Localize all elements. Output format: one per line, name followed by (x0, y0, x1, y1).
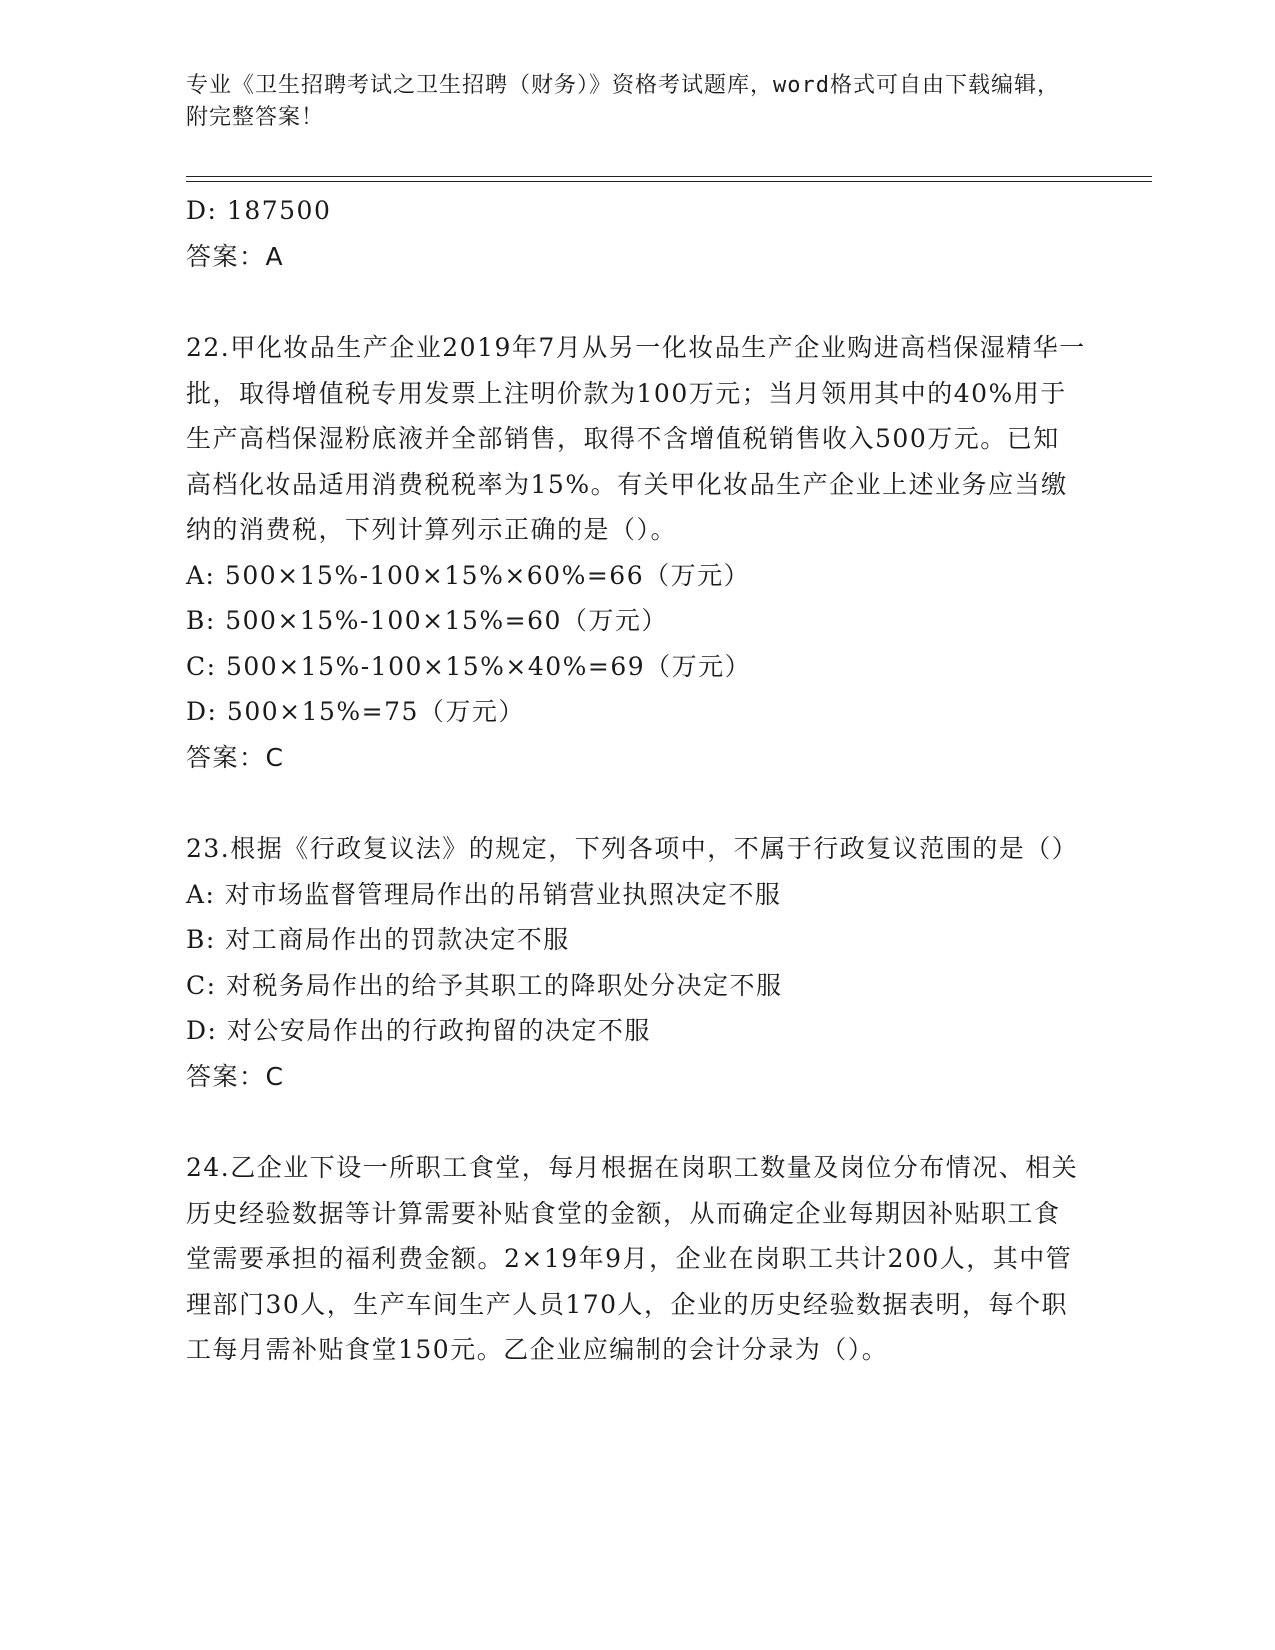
answer: 答案：C (186, 1061, 285, 1091)
question-stem: 23.根据《行政复议法》的规定，下列各项中，不属于行政复议范围的是（） (186, 834, 1079, 863)
header-rule-top (186, 176, 1152, 177)
question-stem: 22.甲化妆品生产企业2019年7月从另一化妆品生产企业购进高档保湿精华一批，取得增值税专用发票上注明价款为100万元；当月领用其中的40%用于生产高档保湿粉底液并全部销售，取得不含增值税销售收入500万元。已知高档化妆品适用消费税税率为15%。有关甲化妆品生产企业上述业务应当缴纳的消费税，下列计算列示正确的是（）。 (186, 333, 1086, 544)
option-a: A: 500×15%-100×15%×60%=66（万元） (186, 560, 751, 590)
question-23 (186, 826, 1086, 1099)
option-d: D: 500×15%=75（万元） (186, 697, 525, 726)
option-d: D: 187500 (186, 196, 332, 225)
document-body (186, 188, 1086, 1373)
question-stem: 24.乙企业下设一所职工食堂，每月根据在岗职工数量及岗位分布情况、相关历史经验数据等计算需要补贴食堂的金额，从而确定企业每期因补贴职工食堂需要承担的福利费金额。2×19年9月，企业在岗职工共计200人，其中管理部门30人，生产车间生产人员170人，企业的历史经验数据表明，每个职工每月需补贴食堂150元。乙企业应编制的会计分录为（）。 (186, 1153, 1079, 1364)
answer: 答案：A (186, 241, 285, 271)
option-c: C: 500×15%-100×15%×40%=69（万元） (186, 651, 752, 681)
option-c: C: 对税务局作出的给予其职工的降职处分决定不服 (186, 970, 783, 1000)
header-rule-bottom (186, 181, 1152, 182)
option-b: B: 对工商局作出的罚款决定不服 (186, 925, 570, 954)
question-22 (186, 325, 1086, 780)
option-a: A: 对市场监督管理局作出的吊销营业执照决定不服 (186, 879, 782, 909)
question-24 (186, 1145, 1086, 1373)
option-d: D: 对公安局作出的行政拘留的决定不服 (186, 1016, 651, 1045)
option-b: B: 500×15%-100×15%=60（万元） (186, 606, 668, 635)
prev-question-tail (186, 188, 1086, 279)
answer: 答案：C (186, 742, 285, 772)
page-header (186, 70, 1151, 134)
header-text: 专业《卫生招聘考试之卫生招聘（财务）》资格考试题库，word格式可自由下载编辑，附完整答案！ (186, 73, 1060, 130)
